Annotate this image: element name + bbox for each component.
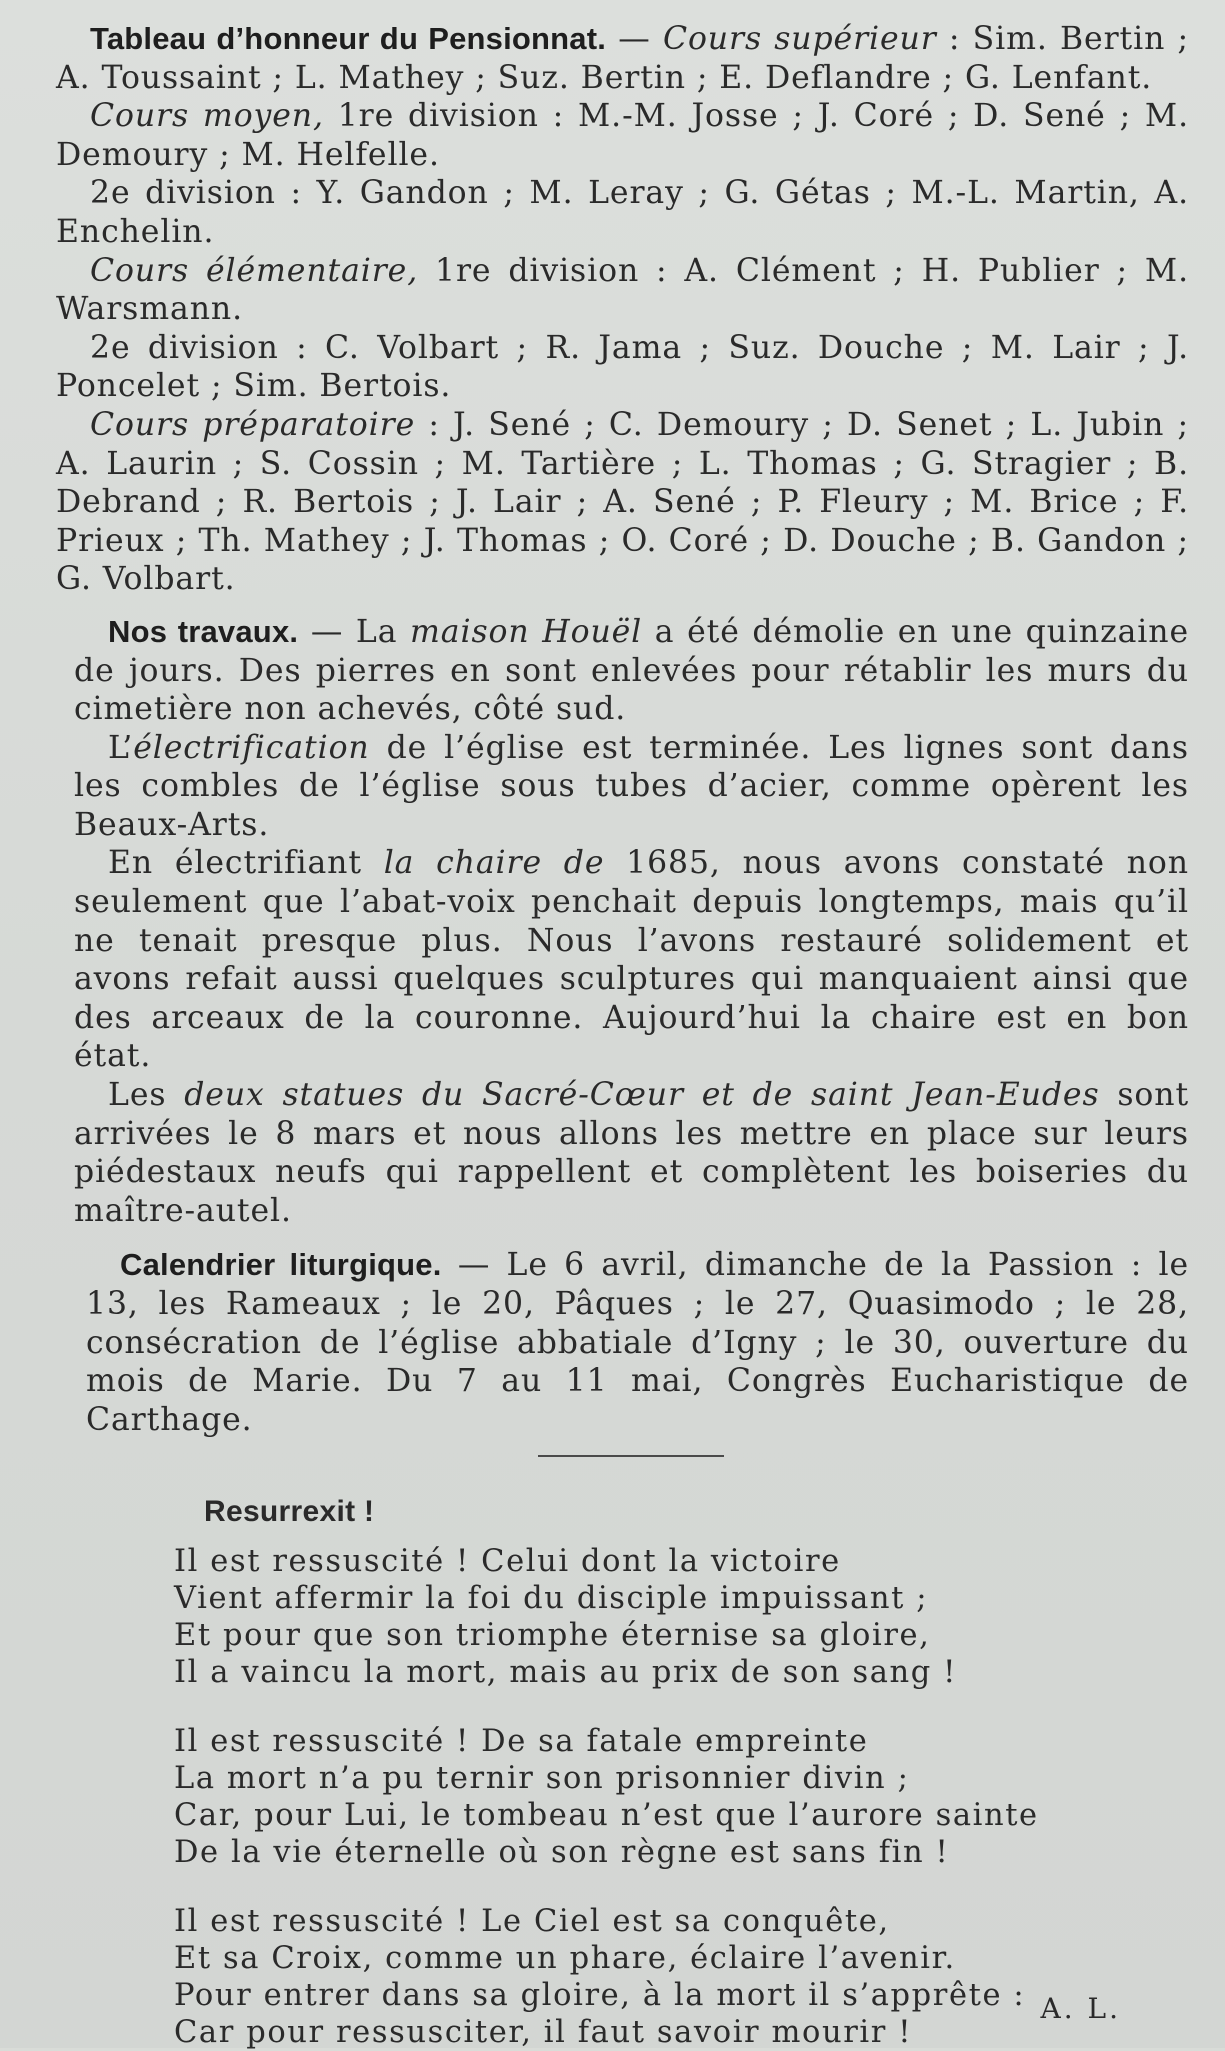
- travaux-title: Nos travaux.: [108, 613, 299, 649]
- poem-verse: Il est ressuscité ! De sa fatale empreinte: [174, 1724, 869, 1760]
- poem-verse: Pour entrer dans sa gloire, à la mort il s’apprête :: [174, 1978, 1026, 2014]
- calendrier-section: [56, 1246, 1189, 1439]
- travaux-p2-em: électrification: [133, 729, 370, 766]
- cours-moyen1-names: 1re division : M.-M. Josse ; J. Coré ; D. Sené ; M. Demoury ; M. Helfelle.: [56, 98, 1189, 173]
- calendrier-para: [86, 1246, 1189, 1439]
- travaux-section: [56, 613, 1189, 1231]
- travaux-p3-em: la chaire de: [383, 845, 605, 882]
- travaux-para-1: [74, 613, 1189, 729]
- travaux-p1-pre: La: [355, 613, 411, 650]
- tableau-moyen2-para: [56, 174, 1189, 251]
- tableau-elementaire1-para: [56, 252, 1189, 329]
- poem-verse: Car, pour Lui, le tombeau n’est que l’aurore sainte: [174, 1798, 1039, 1834]
- travaux-p4-post: sont arrivées le 8 mars et nous allons les mettre en place sur leurs piédestaux neufs qui rappellent et complètent les boiseries du maître-autel.: [74, 1077, 1190, 1229]
- cours-superieur-names: : Sim. Bertin ; A. Toussaint ; L. Mathey ; Suz. Bertin ; E. Deflandre ; G. Lenfant.: [56, 21, 1190, 96]
- poem-stanza: [174, 1543, 1189, 1691]
- cours-elementaire2-names: 2e division : C. Volbart ; R. Jama ; Suz. Douche ; M. Lair ; J. Poncelet ; Sim. Bertois.: [56, 329, 1189, 405]
- tableau-elementaire2-para: [56, 329, 1189, 406]
- poem-title: Resurrexit !: [204, 1495, 375, 1529]
- tableau-title: Tableau d’honneur du Pensionnat.: [90, 21, 607, 56]
- tableau-superieur-para: [56, 20, 1189, 97]
- calendrier-text: Le 6 avril, dimanche de la Passion : le 13, les Rameaux ; le 20, Pâques ; le 27, Quasimodo ; le 28, consécration de l’église abbatiale d’Igny ; le 30, ouverture du mois de Marie. Du 7 au 11 mai, Congrès Eucharistique de Carthage.: [86, 1247, 1189, 1438]
- travaux-para-2: [74, 729, 1189, 845]
- section-divider: [538, 1455, 724, 1457]
- travaux-p1-em: maison Houël: [410, 613, 643, 650]
- poem-stanza: [174, 1723, 1189, 1871]
- poem-stanza: [174, 1903, 1189, 2051]
- poem-verse: Il a vaincu la mort, mais au prix de son sang !: [174, 1655, 958, 1691]
- cours-preparatoire-label: Cours préparatoire: [90, 406, 416, 443]
- poem-verse: De la vie éternelle où son règne est sans fin !: [174, 1835, 950, 1871]
- travaux-p2-post: de l’église est terminée. Les lignes sont dans les combles de l’église sous tubes d’acier, comme opèrent les Beaux-Arts.: [74, 729, 1189, 843]
- travaux-p4-pre: Les: [108, 1077, 185, 1114]
- travaux-para-4: [74, 1076, 1189, 1230]
- poem-signature: A. L.: [1040, 1992, 1121, 2025]
- travaux-p3-post: 1685, nous avons constaté non seulement que l’abat-voix penchait depuis longtemps, mais qu’il ne tenait presque plus. Nous l’avons restauré solidement et avons refait aussi quelques sculptures qui manquaient ainsi que des arceaux de la couronne. Aujourd’hui la chaire est en bon état.: [74, 845, 1189, 1075]
- cours-moyen-label: Cours moyen,: [90, 98, 324, 135]
- tableau-moyen1-para: [56, 97, 1189, 174]
- tableau-preparatoire-para: [56, 406, 1189, 599]
- travaux-para-3: [74, 844, 1189, 1076]
- poem-verse: Et sa Croix, comme un phare, éclaire l’avenir.: [174, 1941, 956, 1977]
- travaux-dash: —: [298, 613, 356, 650]
- cours-preparatoire-names: : J. Sené ; C. Demoury ; D. Senet ; L. Jubin ; A. Laurin ; S. Cossin ; M. Tartière ; L. Thomas ; G. Stragier ; B. Debrand ; R. Bertois ; J. Lair ; A. Sené ; P. Fleury ; M. Brice ; F. Prieux ; Th. Mathey ; J. Thomas ; O. Coré ; D. Douche ; B. Gandon ; G. Volbart.: [56, 406, 1189, 598]
- travaux-p2-pre: L’: [108, 729, 134, 766]
- cours-elementaire-label: Cours élémentaire,: [90, 252, 419, 289]
- poem-verse: Vient affermir la foi du disciple impuissant ;: [174, 1581, 929, 1617]
- poem-verse: Il est ressuscité ! Celui dont la victoire: [174, 1544, 841, 1580]
- travaux-p3-pre: En électrifiant: [108, 845, 384, 882]
- poem-verse: Il est ressuscité ! Le Ciel est sa conquête,: [174, 1904, 890, 1940]
- calendrier-dash: —: [441, 1247, 507, 1284]
- tableau-honneur-section: [56, 20, 1189, 599]
- cours-elementaire1-names: 1re division : A. Clément ; H. Publier ; M. Warsmann.: [56, 252, 1189, 328]
- poem-verse: Car pour ressusciter, il faut savoir mourir !: [174, 2015, 913, 2051]
- tableau-dash: —: [606, 21, 663, 57]
- poem-verse: Et pour que son triomphe éternise sa gloire,: [174, 1618, 931, 1654]
- poem: [174, 1543, 1189, 2051]
- cours-superieur-label: Cours supérieur: [662, 21, 937, 57]
- cours-moyen2-names: 2e division : Y. Gandon ; M. Leray ; G. Gétas ; M.-L. Martin, A. Enchelin.: [56, 175, 1189, 250]
- calendrier-title: Calendrier liturgique.: [120, 1247, 442, 1283]
- poem-verse: La mort n’a pu ternir son prisonnier divin ;: [174, 1761, 910, 1797]
- travaux-p1-post: a été démolie en une quinzaine de jours. Des pierres en sont enlevées pour rétablir les murs du cimetière non achevés, côté sud.: [74, 613, 1189, 728]
- travaux-p4-em: deux statues du Sacré-Cœur et de saint Jean-Eudes: [184, 1077, 1100, 1114]
